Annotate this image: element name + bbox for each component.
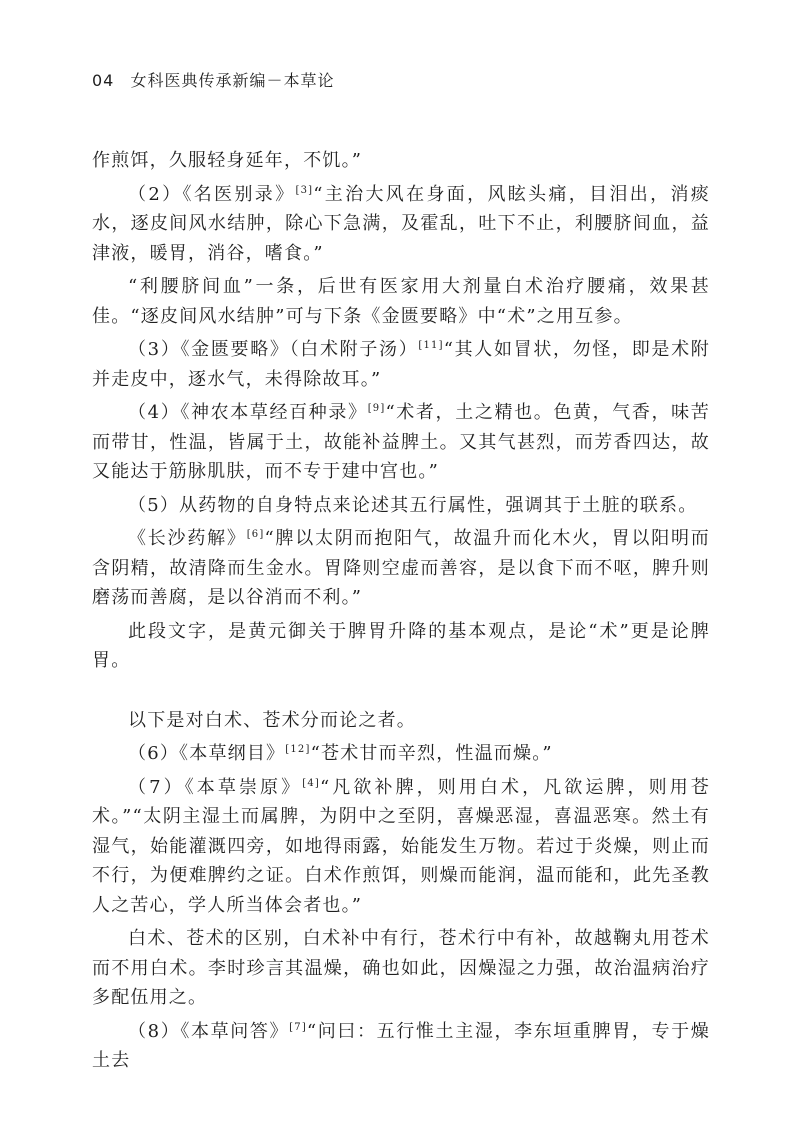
paragraph bbox=[92, 773, 710, 921]
citation-source: （8）《本草问答》 bbox=[128, 1020, 290, 1042]
paragraph bbox=[92, 1017, 710, 1076]
quoted-text: “术者，土之精也。色黄，气香，味苦而带甘，性温，皆属于土，故能补益脾土。又其气甚烈，而芳香四达，故又能达于筋脉肌肤，而不专于建中宫也。” bbox=[92, 402, 710, 482]
citation-source: （7）《本草崇原》 bbox=[128, 776, 303, 798]
citation-source: （2）《名医别录》 bbox=[128, 183, 296, 205]
quoted-text: “苍术甘而辛烈，性温而燥。” bbox=[310, 743, 553, 764]
reference-marker: [12] bbox=[285, 744, 311, 755]
paragraph: 以下是对白术、苍术分而论之者。 bbox=[128, 709, 416, 731]
citation-source: （3）《金匮要略》（白术附子汤） bbox=[128, 339, 419, 360]
section-gap bbox=[92, 676, 710, 706]
paragraph bbox=[92, 524, 710, 613]
running-header bbox=[92, 68, 334, 91]
paragraph: 作煎饵，久服轻身延年，不饥。” bbox=[92, 150, 363, 171]
quoted-text: “凡欲补脾，则用白术，凡欲运脾，则用苍术。”“太阴主湿土而属脾，为阴中之至阴，喜燥恶湿，喜温恶寒。然土有湿气，始能灌溉四旁，如地得雨露，始能发生万物。若过于炎燥，则止而不行，为便难脾约之证。白术作煎饵，则燥而能润，温而能和，此先圣教人之苦心，学人所当体会者也。” bbox=[92, 776, 710, 916]
quoted-text: “主治大风在身面，风眩头痛，目泪出，消痰水，逐皮间风水结肿，除心下急满，及霍乱，吐下不止，利腰脐间血，益津液，暖胃，消谷，嗜食。” bbox=[92, 183, 710, 264]
quoted-text: “其人如冒状，勿怪，即是术附并走皮中，逐水气，未得除故耳。” bbox=[92, 339, 710, 390]
quoted-text: “问曰：五行惟土主湿，李东垣重脾胃，专于燥土去 bbox=[92, 1020, 710, 1071]
paragraph: （5）从药物的自身特点来论述其五行属性，强调其于土脏的联系。 bbox=[128, 494, 698, 516]
page-body bbox=[92, 146, 710, 1076]
paragraph: “利腰脐间血”一条，后世有医家用大剂量白术治疗腰痛，效果甚佳。“逐皮间风水结肿”可与下条《金匮要略》中“术”之用互参。 bbox=[92, 276, 710, 327]
citation-source: 《长沙药解》 bbox=[128, 528, 247, 549]
reference-marker: [9] bbox=[367, 403, 386, 414]
reference-marker: [7] bbox=[289, 1021, 307, 1033]
reference-marker: [4] bbox=[302, 777, 321, 789]
paragraph: 白术、苍术的区别，白术补中有行，苍术行中有补，故越鞠丸用苍术而不用白术。李时珍言其温燥，确也如此，因燥湿之力强，故治温病治疗多配伍用之。 bbox=[92, 928, 710, 1008]
paragraph: 此段文字，是黄元御关于脾胃升降的基本观点，是论“术”更是论脾胃。 bbox=[92, 620, 710, 671]
citation-source: （6）《本草纲目》 bbox=[128, 743, 286, 764]
citation-source: （4）《神农本草经百种录》 bbox=[128, 402, 368, 423]
paragraph bbox=[92, 398, 710, 487]
paragraph bbox=[92, 180, 710, 269]
reference-marker: [3] bbox=[295, 184, 314, 196]
paragraph bbox=[92, 739, 710, 769]
book-title: 女科医典传承新编－本草论 bbox=[130, 71, 335, 90]
paragraph bbox=[92, 335, 710, 394]
page-number: 04 bbox=[92, 71, 115, 90]
quoted-text: “脾以太阴而抱阳气，故温升而化木火，胃以阳明而含阴精，故清降而生金水。胃降则空虚而善容，是以食下而不呕，脾升则磨荡而善腐，是以谷消而不利。” bbox=[92, 528, 710, 608]
reference-marker: [6] bbox=[246, 529, 265, 540]
reference-marker: [11] bbox=[418, 340, 444, 351]
